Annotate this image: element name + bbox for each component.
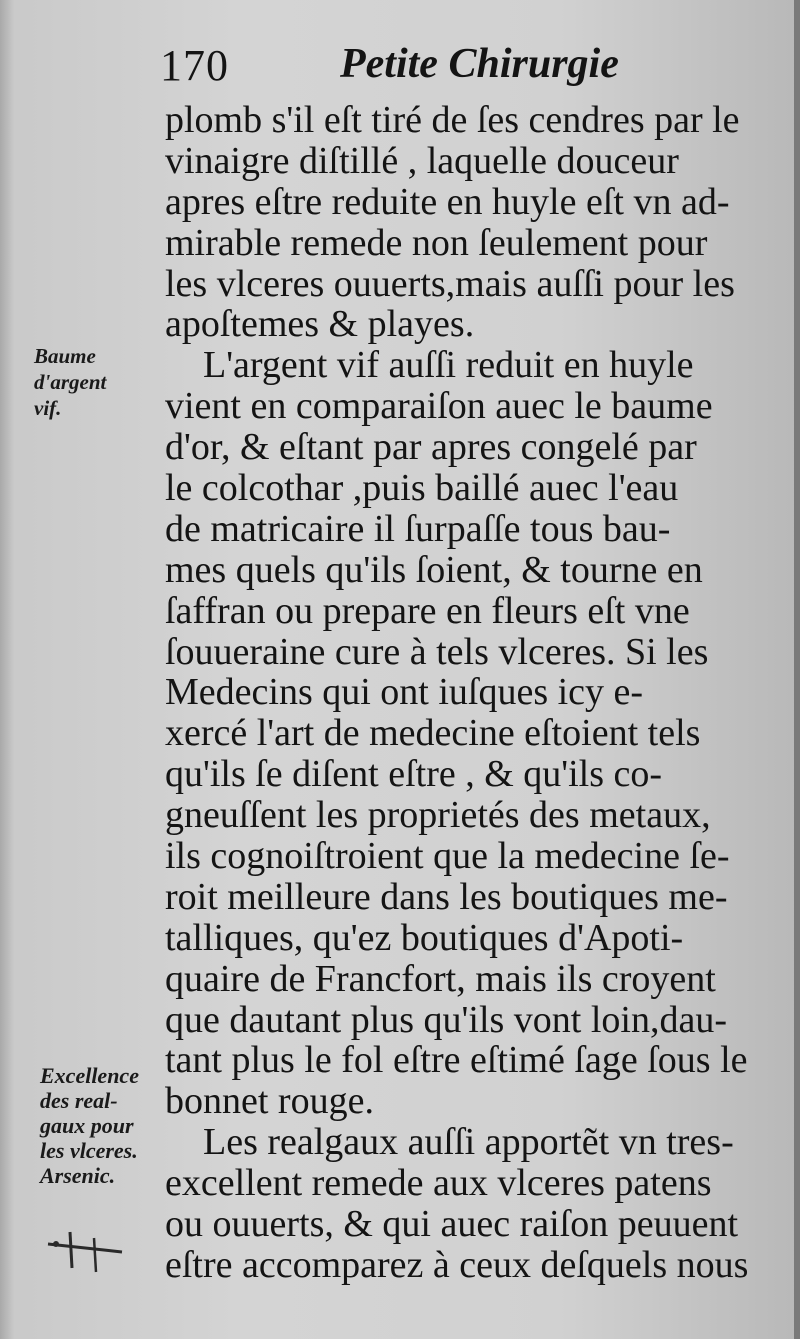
text-line: bonnet rouge. [165,1080,374,1123]
text-line: qu'ils ſe diſent eſtre , & qu'ils co- [165,753,663,796]
arsenic-symbol-icon [44,1228,126,1276]
text-line: Medecins qui ont iuſques icy e- [165,671,644,714]
text-line: mirable remede non ſeulement pour [165,221,708,264]
text-line: tant plus le fol eſtre eſtimé ſage ſous le [165,1039,748,1082]
text-line: apres eſtre reduite en huyle eſt vn ad- [165,180,730,223]
text-line: eſtre accomparez à ceux deſquels nous [165,1243,749,1286]
text-line: le colcothar ,puis baillé auec l'eau [165,467,679,510]
text-line: les vlceres ouuerts,mais auſſi pour les [165,262,735,305]
margin-note-line: d'argent [34,370,107,394]
page-header [160,40,720,100]
margin-note-line: des real- [40,1088,118,1113]
margin-note-excellence [40,1063,139,1188]
page-gutter-shadow [0,0,14,1339]
text-line: L'argent vif auſſi reduit en huyle [203,344,694,387]
body-text [165,99,749,1286]
running-title: Petite Chirurgie [340,41,619,87]
text-line: vinaigre diſtillé , laquelle douceur [165,139,679,182]
text-line: plomb s'il eſt tiré de ſes cendres par le [165,99,740,141]
margin-note-line: vif. [34,396,62,420]
margin-note-line: Excellence [40,1063,139,1088]
text-line: vient en comparaiſon auec le baume [165,385,713,428]
text-line: roit meilleure dans les boutiques me- [165,875,728,918]
margin-note-line: Arsenic. [40,1163,116,1188]
text-line: ou ouuerts, & qui auec raiſon peuuent [165,1203,739,1246]
margin-note-baume [34,343,106,421]
text-line: ſaffran ou prepare en fleurs eſt vne [165,589,690,632]
text-line: mes quels qu'ils ſoient, & tourne en [165,548,703,591]
text-line: de matricaire il ſurpaſſe tous bau- [165,507,671,550]
text-line: apoſtemes & playes. [165,303,475,346]
text-line: ſouueraine cure à tels vlceres. Si les [165,630,709,673]
text-line: d'or, & eſtant par apres congelé par [165,426,697,469]
page-number: 170 [160,41,229,90]
text-line: excellent remede aux vlceres patens [165,1162,712,1205]
text-line: Les realgaux auſſi apportẽt vn tres- [203,1121,734,1164]
page-edge [794,0,800,1339]
text-line: que dautant plus qu'ils vont loin,dau- [165,998,728,1041]
margin-note-line: les vlceres. [40,1138,138,1163]
margin-note-line: Baume [34,344,96,368]
text-line: talliques, qu'ez boutiques d'Apoti- [165,916,684,959]
text-line: xercé l'art de medecine eſtoient tels [165,712,701,755]
text-line: gneuſſent les proprietés des metaux, [165,794,711,837]
text-line: ils cognoiſtroient que la medecine ſe- [165,835,730,878]
text-line: quaire de Francfort, mais ils croyent [165,957,716,1000]
margin-note-line: gaux pour [40,1113,134,1138]
